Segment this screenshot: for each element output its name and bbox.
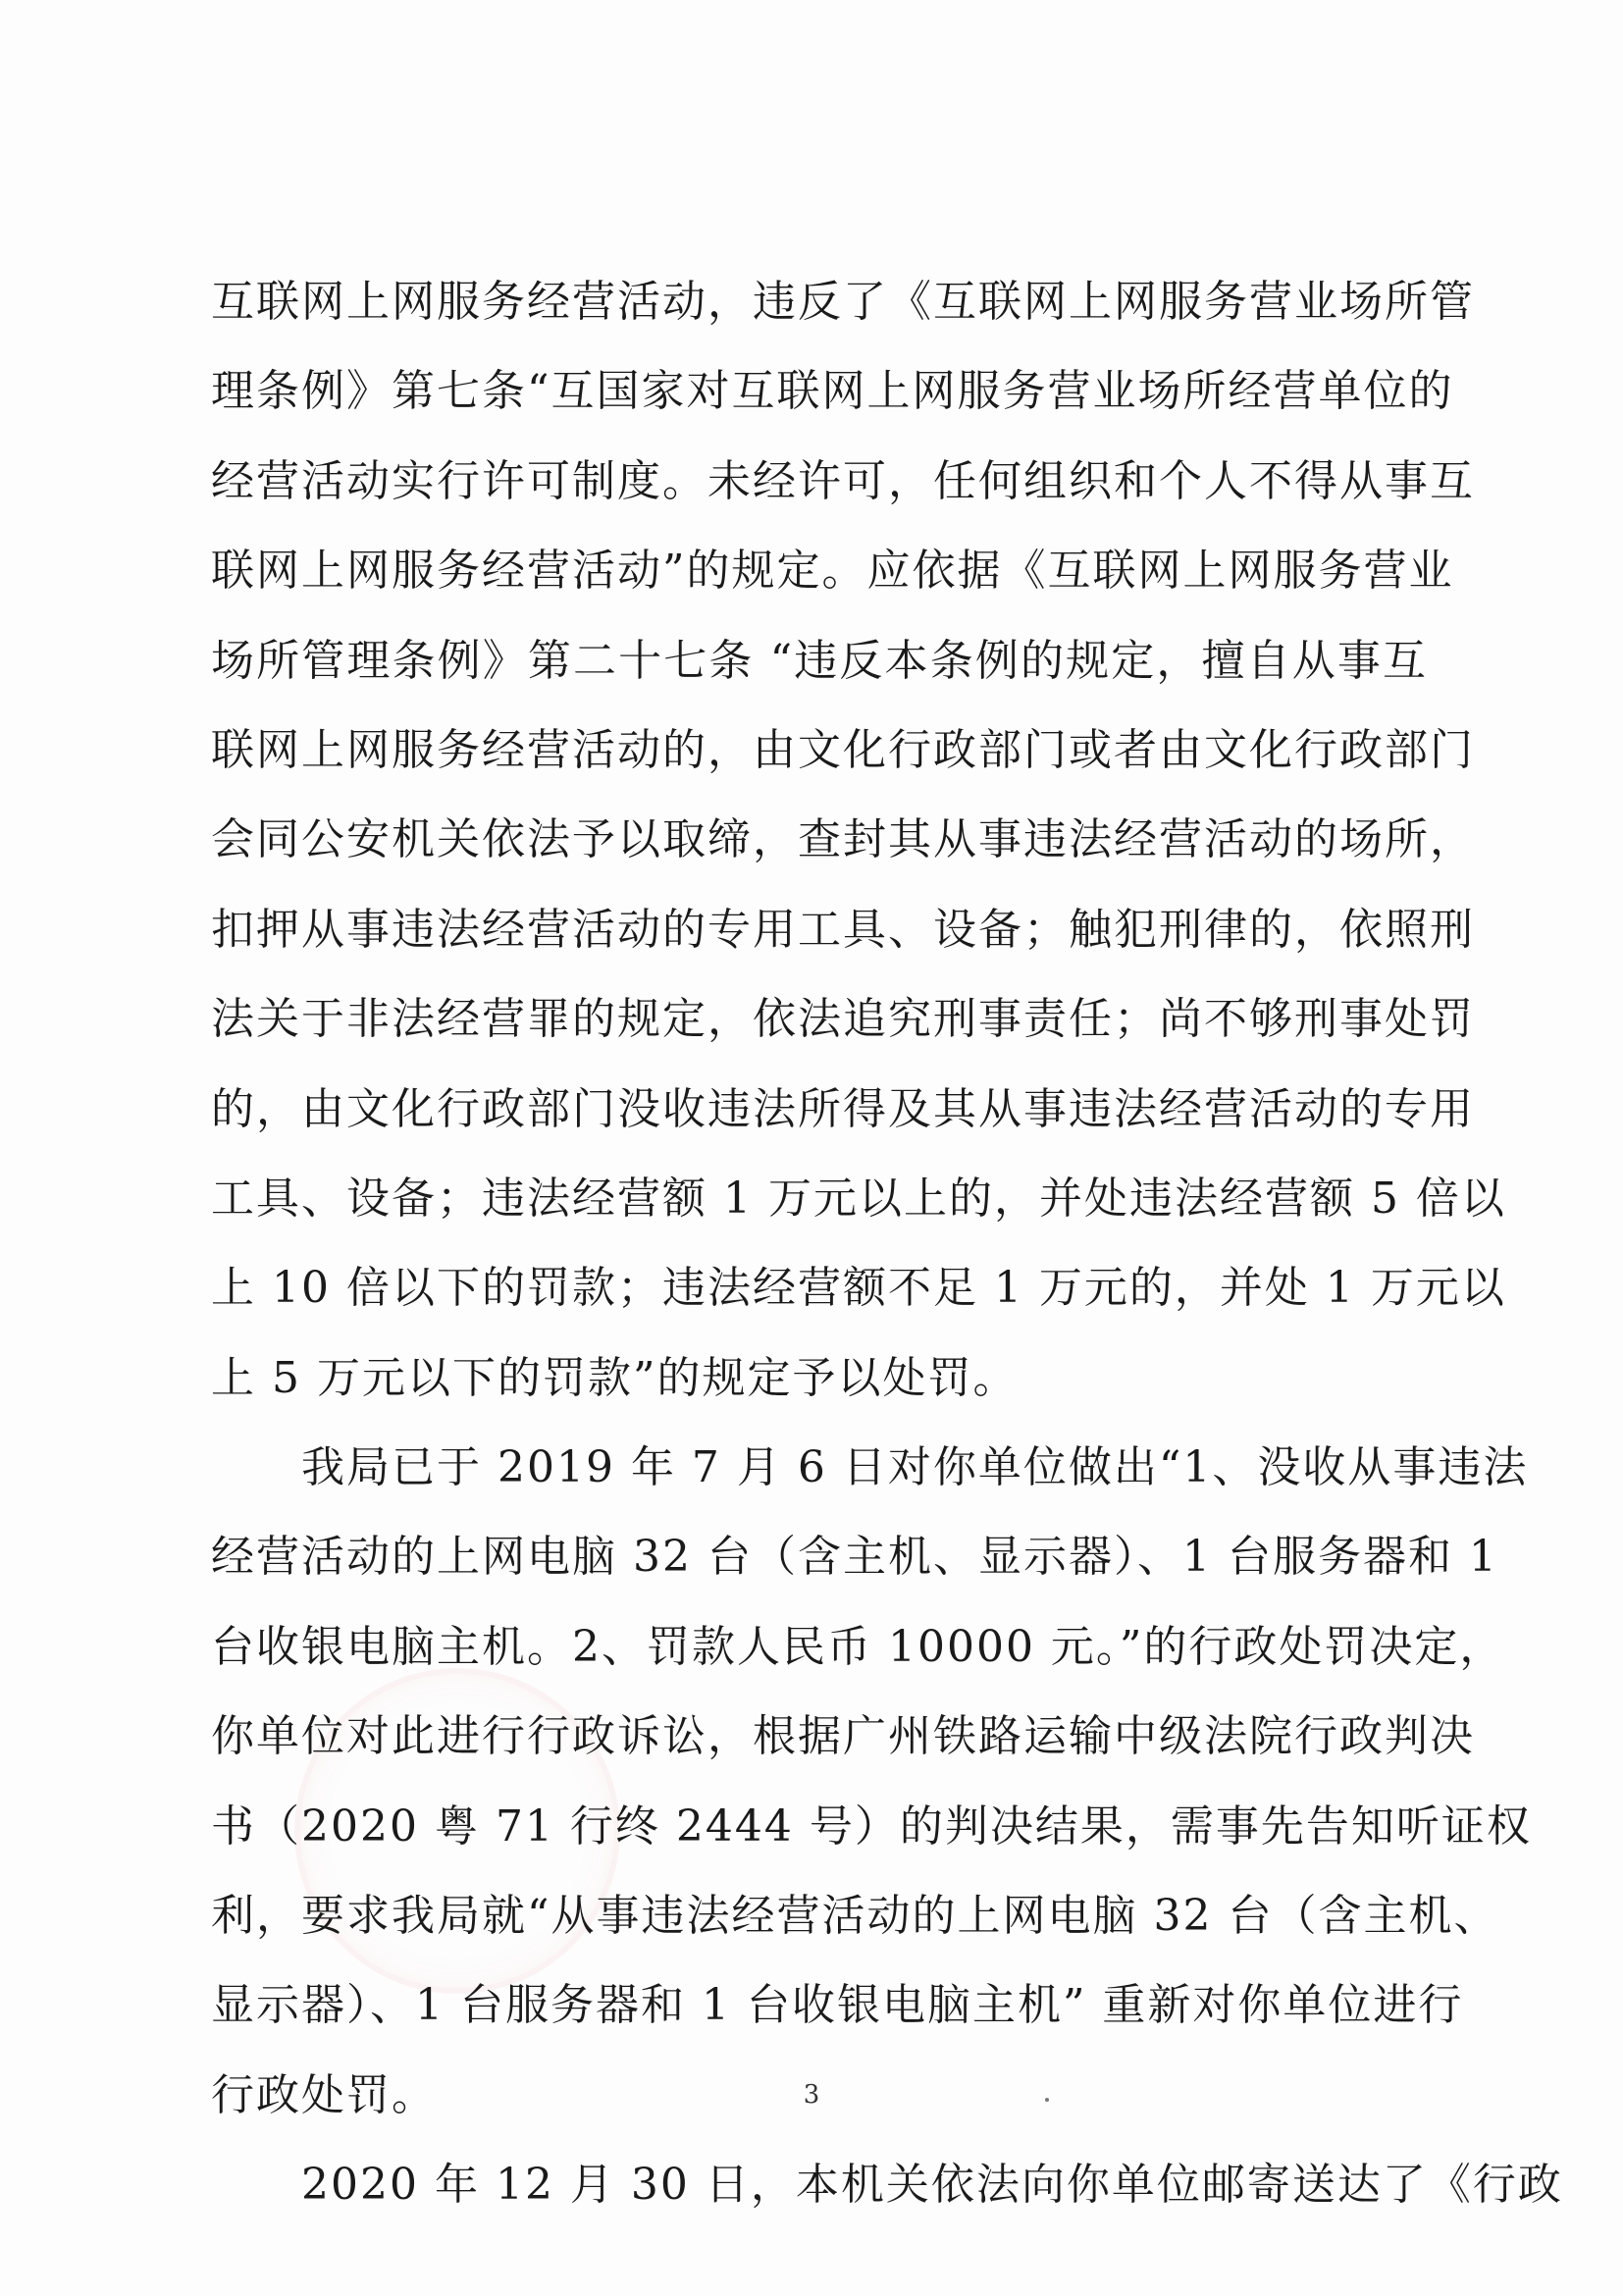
text-line: 经营活动的上网电脑 32 台（含主机、显示器）、1 台服务器和 1 [211, 1532, 1498, 1583]
page-number: 3 [803, 2080, 820, 2110]
text-line: 上 5 万元以下的罚款”的规定予以处罚。 [211, 1352, 1019, 1403]
text-line: 法关于非法经营罪的规定，依法追究刑事责任；尚不够刑事处罚 [211, 994, 1475, 1045]
text-line: 2020 年 12 月 30 日，本机关依法向你单位邮寄送达了《行政 [301, 2160, 1563, 2211]
text-line: 利，要求我局就“从事违法经营活动的上网电脑 32 台（含主机、 [211, 1891, 1499, 1942]
text-line: 行政处罚。 [211, 2069, 437, 2120]
text-line: 联网上网服务经营活动的，由文化行政部门或者由文化行政部门 [211, 724, 1475, 775]
text-line: 理条例》第七条“互国家对互联网上网服务营业场所经营单位的 [211, 366, 1454, 417]
document-body [211, 257, 1563, 2230]
text-line: 书（2020 粤 71 行终 2444 号）的判决结果，需事先告知听证权 [211, 1800, 1532, 1852]
text-line: 工具、设备；违法经营额 1 万元以上的，并处违法经营额 5 倍以 [211, 1173, 1506, 1224]
text-line: 你单位对此进行行政诉讼，根据广州铁路运输中级法院行政判决 [211, 1711, 1475, 1762]
text-line: 会同公安机关依法予以取缔，查封其从事违法经营活动的场所， [211, 814, 1475, 865]
text-line: 场所管理条例》第二十七条 “违反本条例的规定，擅自从事互 [211, 635, 1428, 686]
text-line: 显示器）、1 台服务器和 1 台收银电脑主机” 重新对你单位进行 [211, 1980, 1464, 2031]
text-line: 扣押从事违法经营活动的专用工具、设备；触犯刑律的，依照刑 [211, 904, 1475, 955]
scan-speck [1045, 2098, 1049, 2102]
text-line: 上 10 倍以下的罚款；违法经营额不足 1 万元的，并处 1 万元以 [211, 1263, 1506, 1314]
text-line: 互联网上网服务经营活动，违反了《互联网上网服务营业场所管 [211, 277, 1475, 327]
text-line: 联网上网服务经营活动”的规定。应依据《互联网上网服务营业 [211, 546, 1454, 597]
text-line: 我局已于 2019 年 7 月 6 日对你单位做出“1、没收从事违法 [301, 1442, 1529, 1493]
text-line: 经营活动实行许可制度。未经许可，任何组织和个人不得从事互 [211, 455, 1475, 506]
text-line: 台收银电脑主机。2、罚款人民币 10000 元。”的行政处罚决定， [211, 1621, 1505, 1672]
text-line: 的，由文化行政部门没收违法所得及其从事违法经营活动的专用 [211, 1083, 1475, 1134]
